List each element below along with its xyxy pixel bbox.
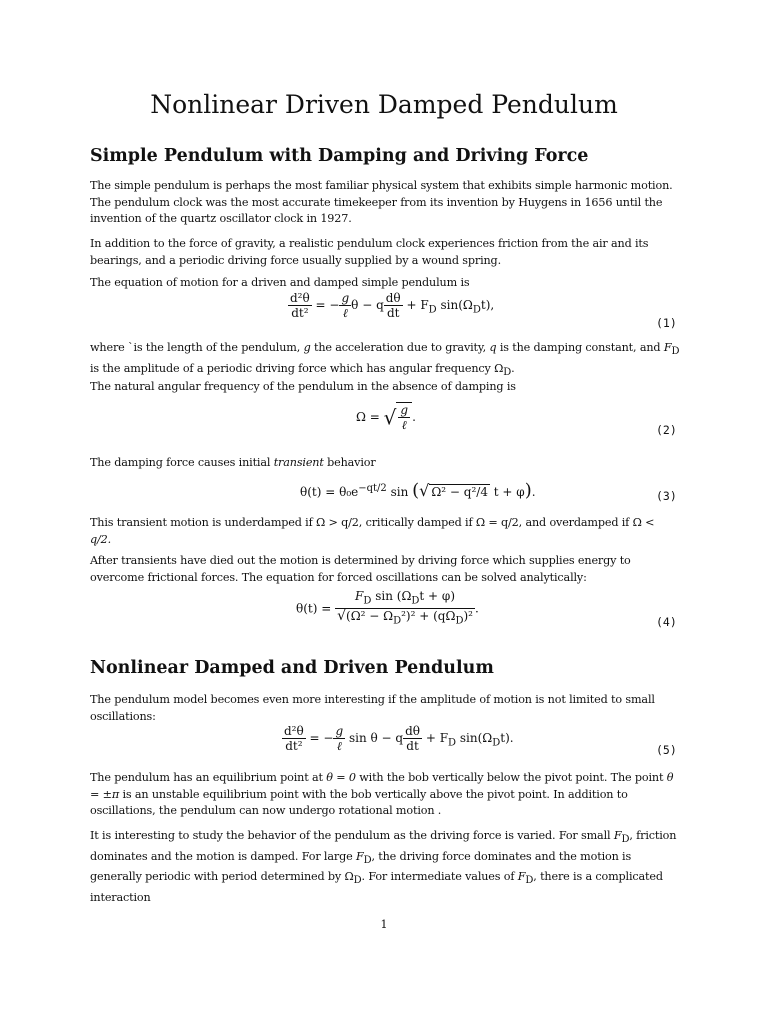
paragraph-forced-oscillations: After transients have died out the motion is determined by driving force which supplies energy to overcome frictional forces. The equation for forced oscillations can be solved analytically: — [90, 554, 631, 584]
equation-2: Ω = √ $\frac{g}{\text{ℓ}}$ . — [356, 403, 416, 432]
section-heading-nonlinear: Nonlinear Damped and Driven Pendulum — [90, 658, 494, 678]
paragraph-symbol-definitions: where `is the length of the pendulum, g the acceleration due to gravity, q is the damping constant, and $F_D$ is the amplitude of a periodic driving force which has angular frequency $\Omega_D$. — [90, 341, 680, 378]
equation-number-4: (4) — [656, 615, 677, 629]
equation-5: $\frac{\text{d²θ}}{\text{dt²}}$ = − $\frac{g}{\text{ℓ}}$ sin θ − q $\frac{d\theta}{dt}$ + $F_D$ $\sin(\Omega_Dt)$. — [284, 724, 514, 753]
equation-number-3: (3) — [656, 489, 677, 503]
paragraph-equilibrium: The pendulum has an equilibrium point at θ = 0 with the bob vertically below the pivot point. The point θ = ±π is an unstable equilibrium point with the bob vertically above the pivot point. In addition to oscillations, the pendulum can now undergo rotational motion . — [90, 771, 674, 817]
equation-number-1: (1) — [656, 316, 677, 330]
section-heading-simple-pendulum: Simple Pendulum with Damping and Driving Force — [90, 146, 589, 166]
paragraph-intro: The simple pendulum is perhaps the most familiar physical system that exhibits simple harmonic motion. The pendulum clock was the most accurate timekeeper from its invention by Huygens in 1656 until the invention of the quartz oscillator clock in 1927. — [90, 179, 673, 225]
equation-number-2: (2) — [656, 423, 677, 437]
paragraph-driving-force-variation: It is interesting to study the behavior of the pendulum as the driving force is varied. For small $F_D$, friction dominates and the motion is damped. For large $F_D$, the driving force dominates and the motion is generally periodic with period determined by $\Omega_D$. For intermediate values of $F_D$, there is a complicated interaction — [90, 829, 677, 905]
paragraph-damping-regimes: This transient motion is underdamped if Ω > q/2, critically damped if Ω = q/2, and overdamped if Ω < q/2. — [90, 516, 655, 546]
page-number: 1 — [380, 918, 388, 931]
document-title: Nonlinear Driven Damped Pendulum — [150, 90, 618, 119]
paragraph-realistic-clock: In addition to the force of gravity, a realistic pendulum clock experiences friction from the air and its bearings, and a periodic driving force usually supplied by a wound spring. — [90, 237, 649, 267]
equation-number-5: (5) — [656, 743, 677, 757]
paragraph-equation-intro: The equation of motion for a driven and damped simple pendulum is — [90, 276, 470, 289]
equation-3: $\theta(t) = \theta_0e^{-qt/2}$ sin (√ Ω² − q²/4 t + φ). — [300, 480, 536, 501]
paragraph-natural-frequency: The natural angular frequency of the pendulum in the absence of damping is — [90, 380, 516, 393]
paragraph-transient: The damping force causes initial transient behavior — [90, 456, 376, 469]
equation-1: $\frac{\text{d²θ}}{\text{dt²}}$ = − $\frac{g}{\text{ℓ}}$ θ − q $\frac{d\theta}{dt}$ + $F_D$ $\sin(\Omega_Dt)$, — [290, 291, 495, 320]
equation-4: θ(t) = $\frac{F_D \sin (\Omega_Dt + \varphi)}{√(\Omega^2 - \Omega_D^2)^2 + (q\Omega_D)^2}$ . — [296, 589, 479, 627]
paragraph-nonlinear-intro: The pendulum model becomes even more interesting if the amplitude of motion is not limited to small oscillations: — [90, 693, 655, 723]
